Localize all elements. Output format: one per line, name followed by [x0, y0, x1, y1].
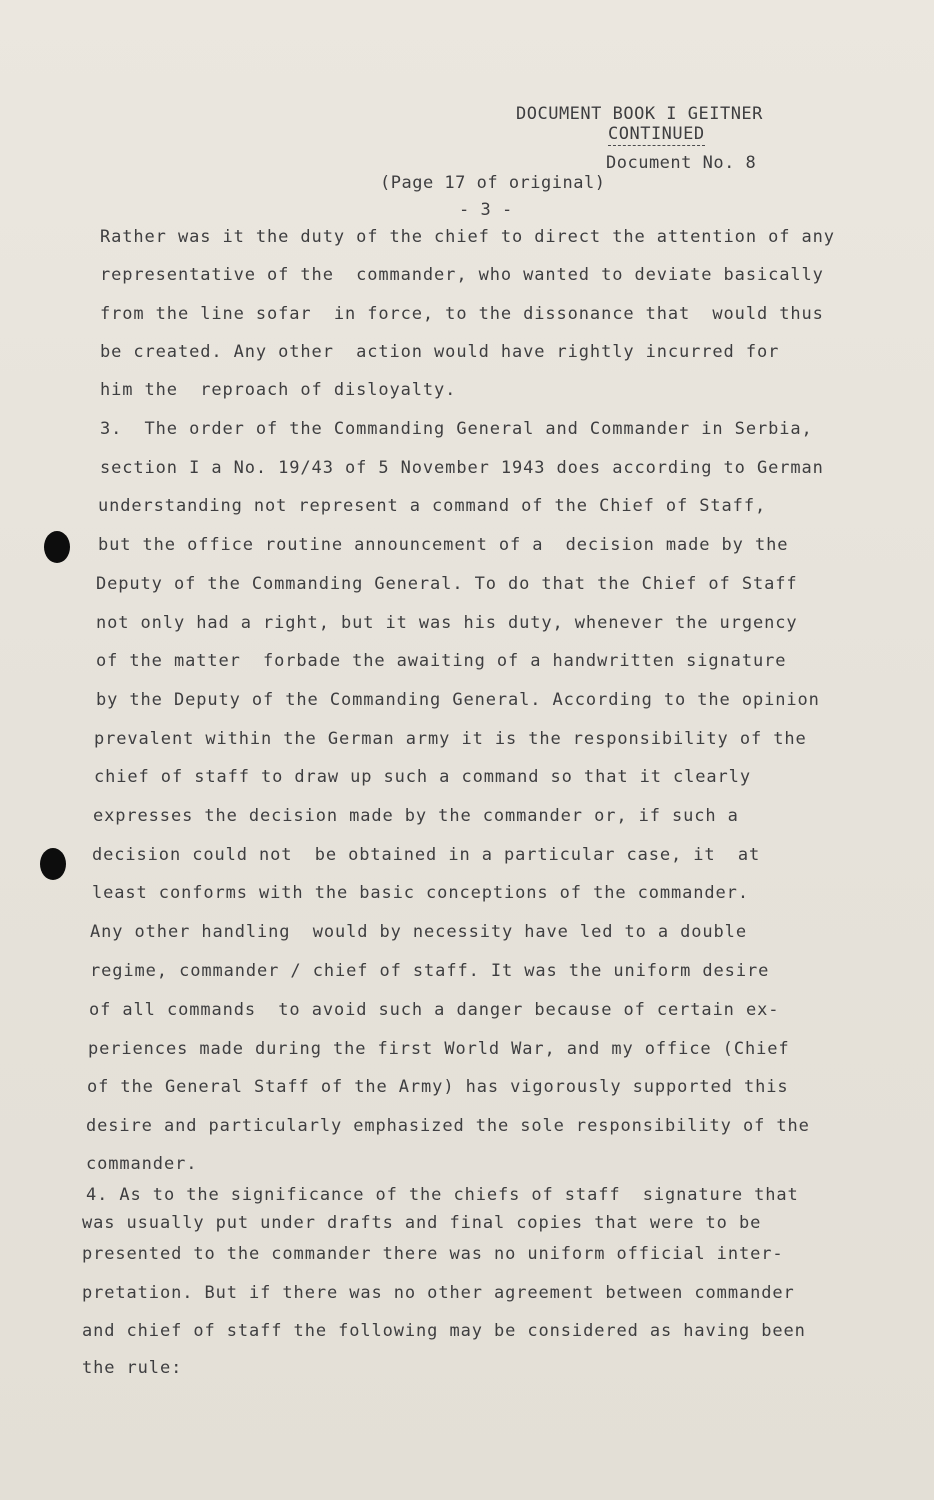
- page-number: - 3 -: [459, 200, 513, 220]
- text-line: chief of staff to draw up such a command so that it clearly: [94, 767, 751, 787]
- document-number: Document No. 8: [606, 153, 757, 173]
- text-line: Any other handling would by necessity have led to a double: [90, 922, 747, 942]
- text-line: Deputy of the Commanding General. To do that the Chief of Staff: [96, 574, 798, 594]
- text-line: decision could not be obtained in a particular case, it at: [92, 845, 761, 865]
- text-line: be created. Any other action would have rightly incurred for: [100, 342, 780, 362]
- text-line: regime, commander / chief of staff. It was the uniform desire: [90, 961, 770, 981]
- text-line: 3. The order of the Commanding General and Commander in Serbia,: [100, 419, 813, 439]
- text-line: of all commands to avoid such a danger because of certain ex-: [89, 1000, 780, 1020]
- text-line: representative of the commander, who wanted to deviate basically: [100, 265, 824, 285]
- page-reference: (Page 17 of original): [380, 173, 606, 193]
- book-title: DOCUMENT BOOK I GEITNER: [516, 104, 763, 124]
- text-line: expresses the decision made by the commander or, if such a: [93, 806, 739, 826]
- text-line: prevalent within the German army it is the responsibility of the: [94, 729, 807, 749]
- text-line: was usually put under drafts and final copies that were to be: [82, 1213, 762, 1233]
- text-line: Rather was it the duty of the chief to direct the attention of any: [100, 227, 835, 247]
- text-line: presented to the commander there was no uniform official inter-: [82, 1244, 784, 1264]
- continued-label: CONTINUED: [608, 124, 705, 144]
- text-line: least conforms with the basic conceptions of the commander.: [92, 883, 749, 903]
- text-line: from the line sofar in force, to the dissonance that would thus: [100, 304, 824, 324]
- text-line: periences made during the first World War, and my office (Chief: [88, 1039, 790, 1059]
- text-line: him the reproach of disloyalty.: [100, 380, 457, 400]
- punch-hole-bottom: [40, 848, 66, 880]
- text-line: but the office routine announcement of a decision made by the: [98, 535, 789, 555]
- text-line: by the Deputy of the Commanding General. According to the opinion: [96, 690, 820, 710]
- text-line: the rule:: [82, 1358, 183, 1378]
- text-line: of the matter forbade the awaiting of a handwritten signature: [96, 651, 787, 671]
- punch-hole-top: [44, 531, 70, 563]
- text-line: 4. As to the significance of the chiefs of staff signature that: [86, 1185, 799, 1205]
- text-line: not only had a right, but it was his duty, whenever the urgency: [96, 613, 798, 633]
- text-line: commander.: [86, 1154, 198, 1174]
- text-line: understanding not represent a command of the Chief of Staff,: [98, 496, 767, 516]
- text-line: desire and particularly emphasized the sole responsibility of the: [86, 1116, 810, 1136]
- text-line: of the General Staff of the Army) has vigorously supported this: [87, 1077, 789, 1097]
- text-line: section I a No. 19/43 of 5 November 1943 does according to German: [100, 458, 824, 478]
- text-line: pretation. But if there was no other agreement between commander: [82, 1283, 795, 1303]
- text-line: and chief of staff the following may be considered as having been: [82, 1321, 806, 1341]
